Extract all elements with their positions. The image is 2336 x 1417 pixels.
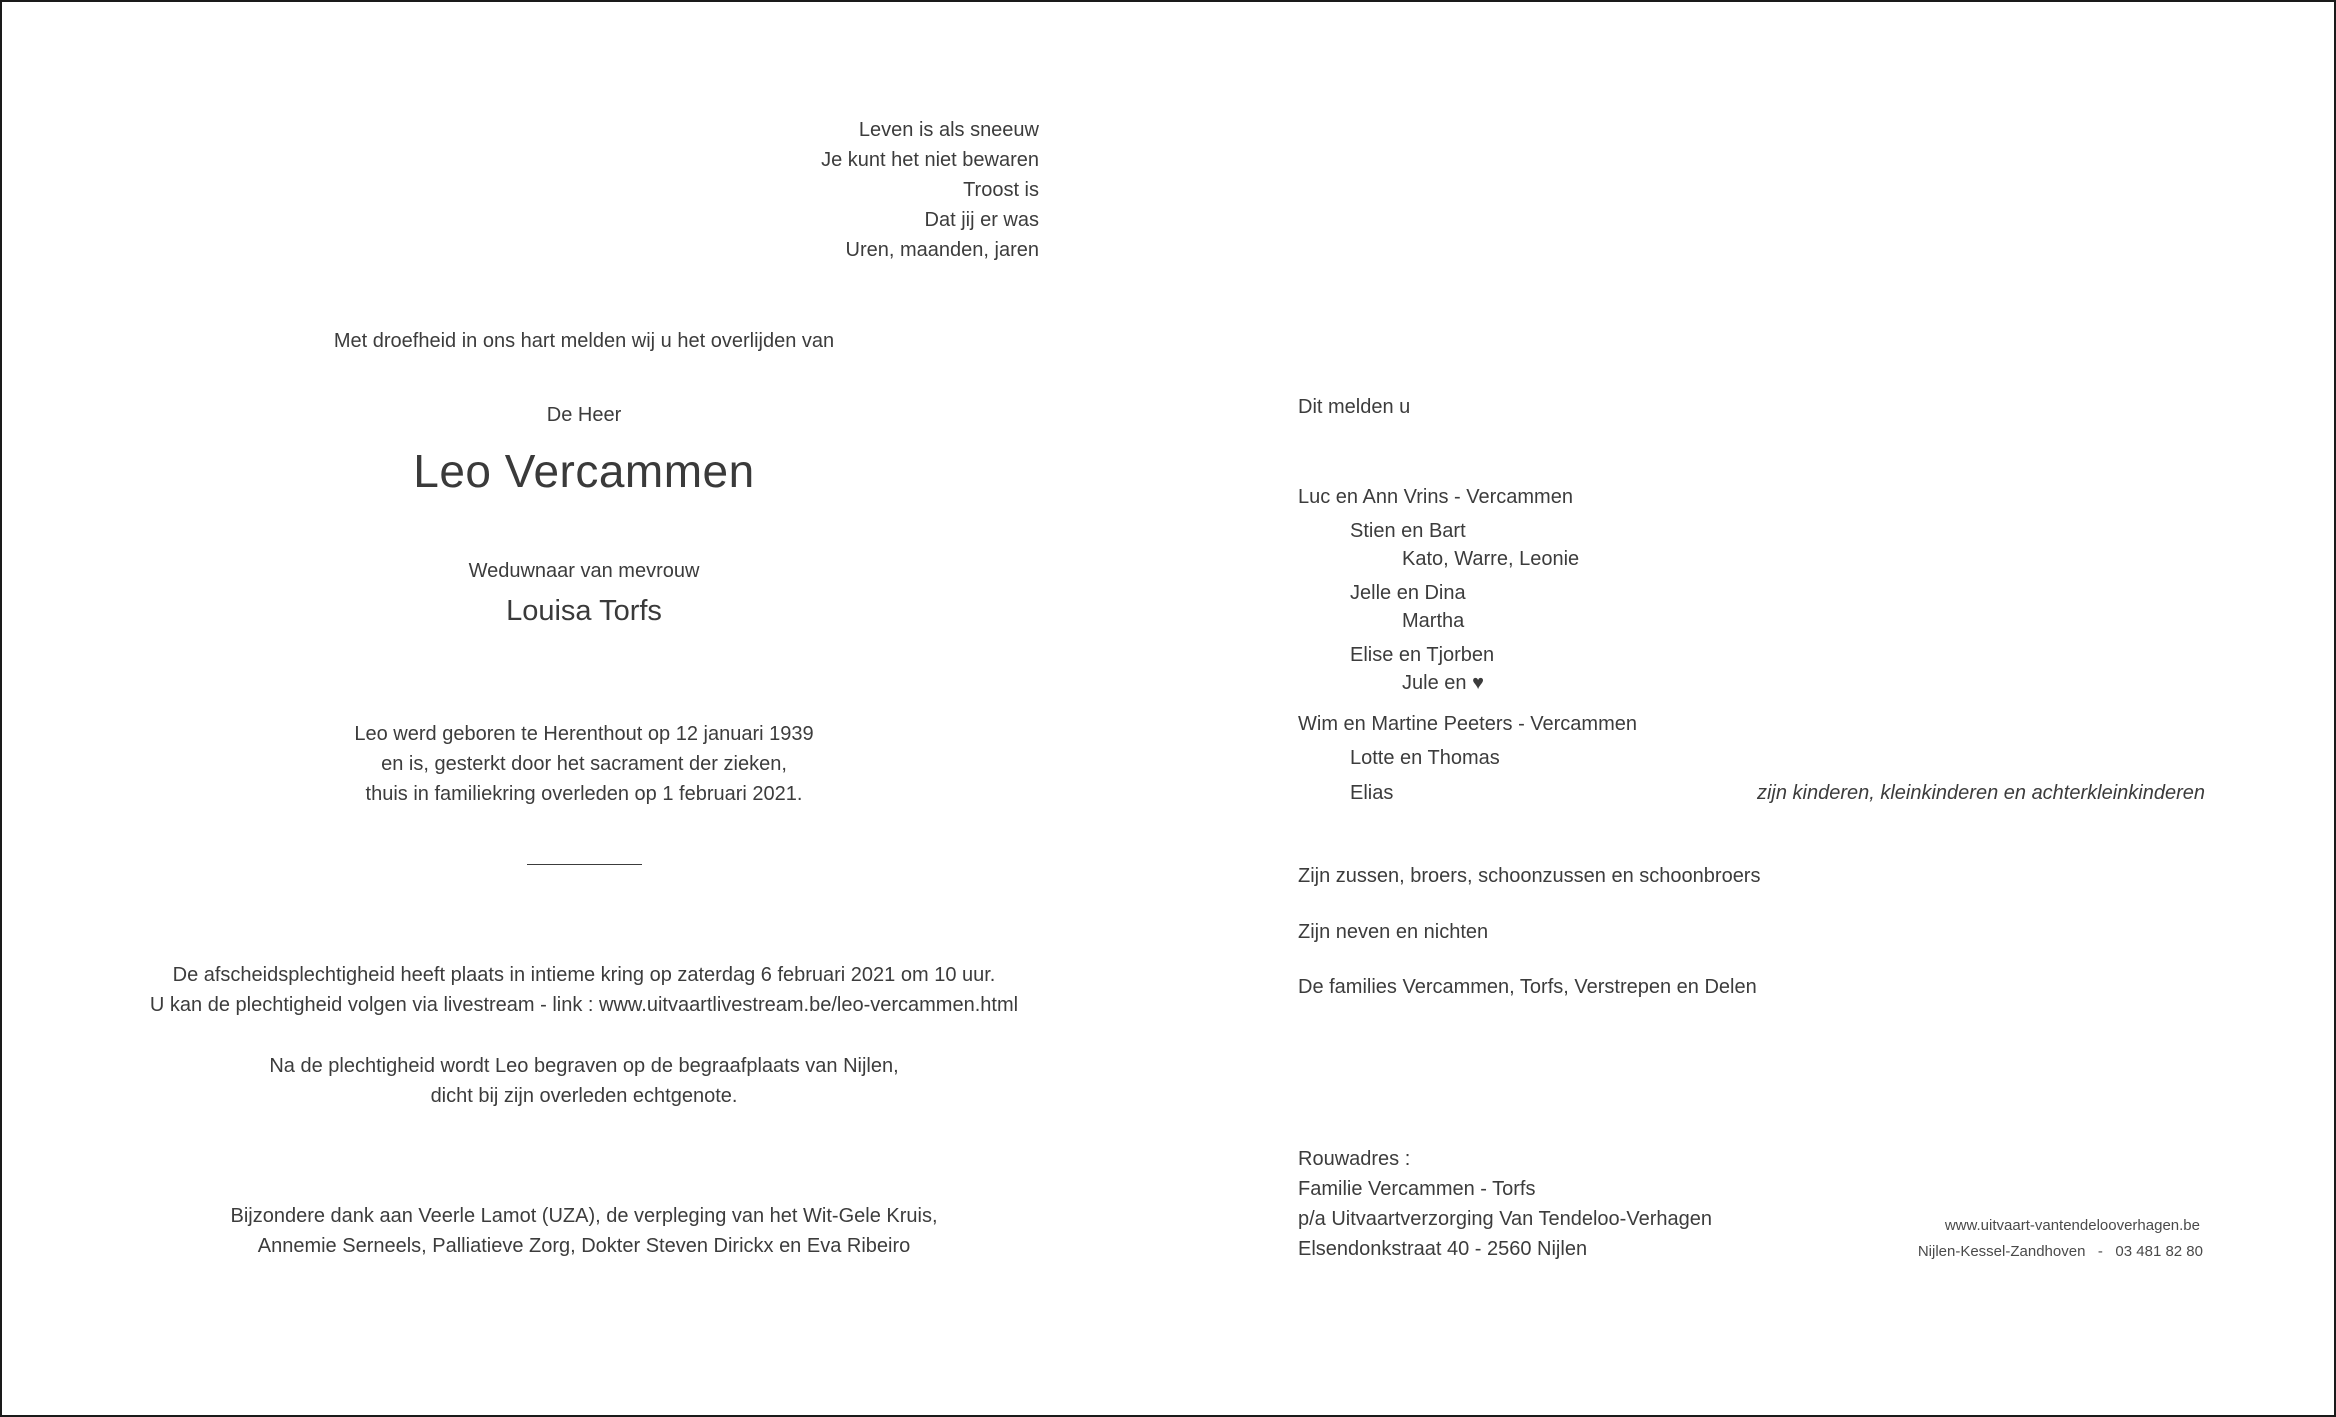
thanks-line: Bijzondere dank aan Veerle Lamot (UZA), de verpleging van het Wit-Gele Kruis, [230, 1205, 938, 1227]
livestream-line: U kan de plechtigheid volgen via livestream - link : www.uitvaartlivestream.be/leo-vercammen.html [149, 994, 1019, 1016]
burial-line: dicht bij zijn overleden echtgenote. [430, 1085, 738, 1107]
thanks-text [84, 1201, 1084, 1261]
undertaker-website: www.uitvaart-vantendelooverhagen.be [1944, 1217, 2200, 1234]
address-label: Rouwadres : [1298, 1148, 1411, 1170]
relation-label: zijn kinderen, kleinkinderen en achterkleinkinderen [1756, 782, 2205, 804]
bio-line: thuis in familiekring overleden op 1 februari 2021. [365, 783, 803, 805]
families-text: De families Vercammen, Torfs, Verstrepen en Delen [1298, 976, 1757, 998]
poem [821, 115, 1039, 265]
grandchild-3: Elise en Tjorben [1350, 644, 1495, 666]
great-grandchildren-2: Martha [1402, 610, 1465, 632]
great-grandchildren-1: Kato, Warre, Leonie [1402, 548, 1580, 570]
poem-line: Troost is [963, 179, 1039, 201]
burial-info [84, 1051, 1084, 1111]
spouse-name: Louisa Torfs [506, 595, 662, 627]
honorific: De Heer [546, 404, 622, 426]
poem-line: Leven is als sneeuw [858, 119, 1039, 141]
address-line: Familie Vercammen - Torfs [1298, 1178, 1536, 1200]
burial-line: Na de plechtigheid wordt Leo begraven op de begraafplaats van Nijlen, [269, 1055, 899, 1077]
poem-line: Dat jij er was [924, 209, 1039, 231]
mourning-address [1298, 1144, 1712, 1264]
bio-line: en is, gesterkt door het sacrament der zieken, [381, 753, 787, 775]
great-grandchildren-3 [1402, 668, 1484, 698]
grandchild-1: Stien en Bart [1350, 520, 1466, 542]
poem-line: Je kunt het niet bewaren [821, 149, 1039, 171]
ceremony-info [84, 960, 1084, 1020]
divider-line [527, 864, 642, 865]
thanks-line: Annemie Serneels, Palliatieve Zorg, Dokter Steven Dirickx en Eva Ribeiro [257, 1235, 911, 1257]
child-1: Luc en Ann Vrins - Vercammen [1298, 486, 1573, 508]
grandchild-4: Lotte en Thomas [1350, 747, 1500, 769]
announce-text: Dit melden u [1298, 396, 1411, 418]
heart-icon: ♥ [1472, 672, 1484, 694]
bio-line: Leo werd geboren te Herenthout op 12 januari 1939 [354, 723, 814, 745]
widower-label: Weduwnaar van mevrouw [468, 560, 700, 582]
intro-text: Met droefheid in ons hart melden wij u het overlijden van [333, 330, 835, 352]
grandchild-2: Jelle en Dina [1350, 582, 1466, 604]
grandchild-5: Elias [1350, 782, 1394, 804]
poem-line: Uren, maanden, jaren [845, 239, 1039, 261]
siblings-text: Zijn zussen, broers, schoonzussen en schoonbroers [1298, 865, 1761, 887]
address-line: Elsendonkstraat 40 - 2560 Nijlen [1298, 1238, 1588, 1260]
undertaker-contact: Nijlen-Kessel-Zandhoven - 03 481 82 80 [1917, 1243, 2203, 1260]
child-2: Wim en Martine Peeters - Vercammen [1298, 713, 1637, 735]
ceremony-line: De afscheidsplechtigheid heeft plaats in intieme kring op zaterdag 6 februari 2021 om 10 uur. [172, 964, 996, 986]
great-grandchild-name: Jule en [1402, 672, 1467, 694]
cousins-text: Zijn neven en nichten [1298, 921, 1489, 943]
biography [184, 719, 984, 809]
deceased-name: Leo Vercammen [413, 445, 755, 497]
address-line: p/a Uitvaartverzorging Van Tendeloo-Verhagen [1298, 1208, 1712, 1230]
